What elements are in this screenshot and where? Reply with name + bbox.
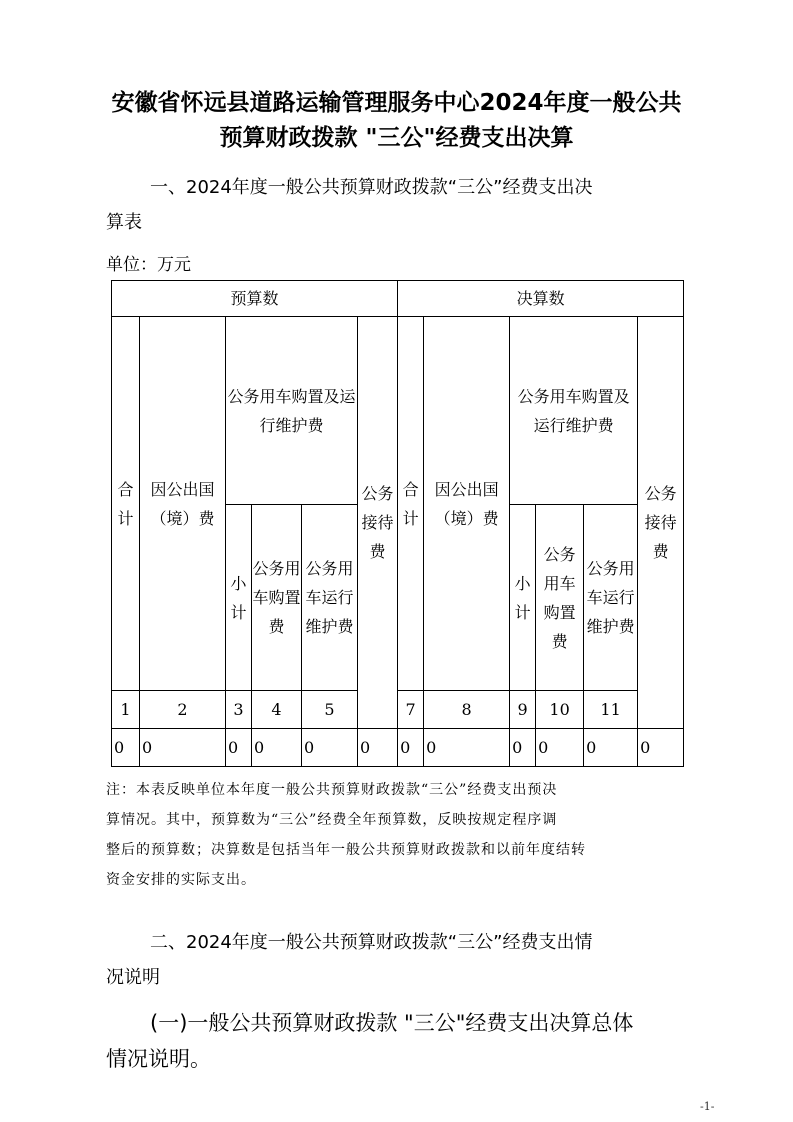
col-number: 1 xyxy=(112,691,140,729)
value-cell: 0 xyxy=(510,729,536,767)
final-header: 决算数 xyxy=(398,281,684,317)
unit-label: 单位：万元 xyxy=(106,255,191,275)
final-operation-header: 公务用车运行维护费 xyxy=(584,505,638,691)
subsection1-heading-cont: 情况说明。 xyxy=(106,1047,211,1071)
value-cell: 0 xyxy=(226,729,252,767)
col-number: 7 xyxy=(398,691,424,729)
value-cell: 0 xyxy=(638,729,684,767)
note-line: 注：本表反映单位本年度一般公共预算财政拨款“三公”经费支出预决 xyxy=(106,782,558,798)
page-number: -1- xyxy=(700,1100,715,1113)
doc-title-line2: 预算财政拨款 "三公"经费支出决算 xyxy=(219,125,574,151)
value-cell: 0 xyxy=(584,729,638,767)
col-number: 3 xyxy=(226,691,252,729)
budget-reception-header: 公务接待费 xyxy=(358,317,398,729)
note-line: 算情况。其中，预算数为“三公”经费全年预算数，反映按规定程序调 xyxy=(106,812,558,828)
note-line: 整后的预算数；决算数是包括当年一般公共预算财政拨款和以前年度结转 xyxy=(106,842,586,858)
final-abroad-header: 因公出国（境）费 xyxy=(424,317,510,691)
col-number: 5 xyxy=(302,691,358,729)
value-cell: 0 xyxy=(302,729,358,767)
col-number: 4 xyxy=(252,691,302,729)
three-public-expenses-table xyxy=(111,280,684,767)
col-number: 9 xyxy=(510,691,536,729)
section2-heading-cont: 况说明 xyxy=(106,967,160,988)
value-cell: 0 xyxy=(112,729,140,767)
budget-operation-header: 公务用车运行维护费 xyxy=(302,505,358,691)
subsection1-heading: (一)一般公共预算财政拨款 "三公"经费支出决算总体 xyxy=(150,1011,634,1035)
value-cell: 0 xyxy=(536,729,584,767)
col-number: 8 xyxy=(424,691,510,729)
budget-header: 预算数 xyxy=(112,281,398,317)
budget-vehicle-header: 公务用车购置及运行维护费 xyxy=(226,317,358,505)
budget-total-header: 合计 xyxy=(112,317,140,691)
value-cell: 0 xyxy=(140,729,226,767)
col-number: 11 xyxy=(584,691,638,729)
doc-title-line1: 安徽省怀远县道路运输管理服务中心2024年度一般公共 xyxy=(111,90,682,116)
final-reception-header: 公务接待费 xyxy=(638,317,684,729)
budget-abroad-header: 因公出国（境）费 xyxy=(140,317,226,691)
budget-purchase-header: 公务用车购置费 xyxy=(252,505,302,691)
value-cell: 0 xyxy=(358,729,398,767)
table-note xyxy=(106,775,694,895)
section1-heading: 一、2024年度一般公共预算财政拨款“三公”经费支出决 xyxy=(150,177,593,198)
value-cell: 0 xyxy=(424,729,510,767)
final-total-header: 合计 xyxy=(398,317,424,691)
final-vehicle-header: 公务用车购置及运行维护费 xyxy=(510,317,638,505)
col-number: 10 xyxy=(536,691,584,729)
section2-heading: 二、2024年度一般公共预算财政拨款“三公”经费支出情 xyxy=(150,932,593,953)
section1-heading-cont: 算表 xyxy=(106,212,142,233)
note-line: 资金安排的实际支出。 xyxy=(106,872,256,888)
col-number: 2 xyxy=(140,691,226,729)
final-subtotal-header: 小计 xyxy=(510,505,536,691)
value-cell: 0 xyxy=(252,729,302,767)
value-cell: 0 xyxy=(398,729,424,767)
final-purchase-header: 公务用车购置费 xyxy=(536,505,584,691)
budget-subtotal-header: 小计 xyxy=(226,505,252,691)
